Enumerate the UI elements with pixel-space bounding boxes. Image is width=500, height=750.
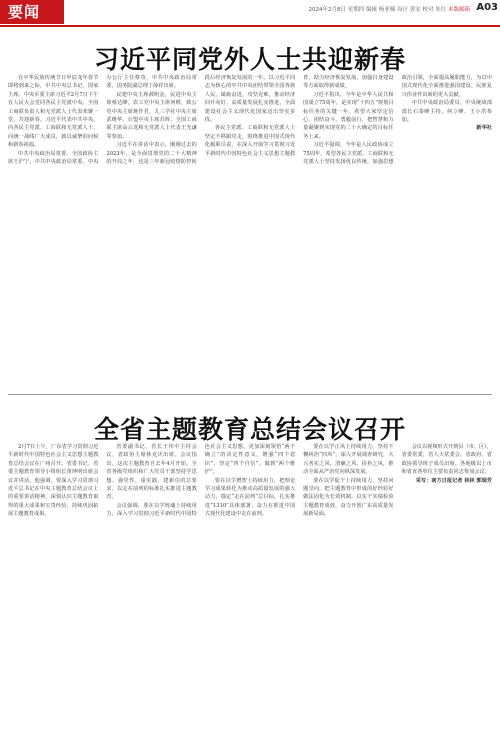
- article1-body: [8, 74, 492, 384]
- article-paragraph: 会议以视频形式开到县（市、区），省委常委，省人大常委会、省政府、省政协领导班子成员出席。各地级以上市和省直各单位主要负责同志参加会议。: [401, 444, 492, 476]
- article-divider: [8, 394, 492, 395]
- article2-body: [8, 443, 492, 743]
- article-paragraph: 会议强调，要在以学铸魂上持续用力，深入学习贯彻习近平新时代中国特色社会主义思想，更加深刻领悟“两个确立”的决定性意义，增强“四个意识”、坚定“四个自信”、做到“两个维护”。: [106, 444, 296, 518]
- article-paragraph: 习近平强调，今年是人民政协成立75周年。希望各民主党派、工商联和无党派人士坚持发扬优良传统，加强思想政治引领，全面提高履职能力，为以中国式现代化全面推进强国建设、民族复兴伟业作出新的更大贡献。: [303, 75, 492, 166]
- header-rule: [0, 25, 500, 27]
- issue-date: 2024年2月8日 星期四: [308, 7, 365, 13]
- article-byline: 新华社: [476, 125, 492, 132]
- article2-headline: 全省主题教育总结会议召开: [93, 415, 406, 444]
- article-paragraph: 要在以学增智上持续用力，把理论学习成果转化为推动高质量发展的强大动力，锚定“走在前列”总目标，扎实推进“1310”具体部署，奋力在推进中国式现代化建设中走在前列。: [204, 477, 296, 518]
- article-paragraph: 省委副书记、省长王伟中主持会议，省政协主席林克庆出席。会议指出，这次主题教育自去年4月开始，全省各级党组织和广大党员干部坚持学思想、强党性、重实践、建新功的总要求，以走在前列的标准扎实推进主题教育。: [106, 444, 197, 501]
- article-paragraph: 中共中央政治局委员、中央统战部部长石泰峰主持。何立峰、王小洪参加。: [401, 100, 492, 124]
- article-paragraph: 2月7日上午，广东省学习贯彻习近平新时代中国特色社会主义思想主题教育总结会议在广州召开。省委书记、省委主题教育领导小组组长黄坤明出席会议并讲话，他强调，要深入学习贯彻习近平总书记在中央主题教育总结会议上的重要讲话精神，深刻认识主题教育取得的重大成果和宝贵经验，持续巩固拓展主题教育成果。: [8, 444, 99, 518]
- editor-credits: 编辑 杨亚楠 设计 黄安 校对 朱红: [365, 7, 447, 13]
- page-number: A03: [476, 2, 498, 13]
- article-paragraph: 中共中央政治局常委、全国政协主席王沪宁，中共中央政治局常委、中央办公厅主任蔡奇，中共中央政治局常委、国务院副总理丁薛祥出席。: [8, 75, 197, 166]
- article-paragraph: 民建中央主席郝明金，民进中央主席蔡达峰，农工党中央主席何维，致公党中央主席蒋作君，九三学社中央主席武维华，台盟中央主席苏辉，全国工商联主席高云龙和无党派人士代表王光谦等参加。: [106, 91, 197, 140]
- article1-headline: 习近平同党外人士共迎新春: [93, 45, 406, 74]
- page-masthead: [0, 0, 500, 26]
- article-paragraph: 要在以学正风上持续用力，坚持不懈纠治“四风”，深入开展调查研究，大兴务实之风、清廉之风、俭朴之风，推动全面从严治党向纵深发展。: [303, 444, 394, 476]
- issue-info: [308, 5, 470, 13]
- article-paragraph: 习近平在讲话中表示，刚刚过去的2023年，是全面贯彻党的二十大精神的开局之年，也是三年新冠疫情防控转段后经济恢复发展的一年。以习近平同志为核心的中共中央团结带领全国各族人民，砥砺奋进，攻坚克难，推动经济回升向好、高质量发展扎实推进，全面建设社会主义现代化国家迈出坚实步伐。: [106, 75, 296, 166]
- article-paragraph: 要在以学促干上持续用力，坚持问题导向，把主题教育中形成的好经验好做法固化为长效机制，以实干实绩检验主题教育成效，奋力开创广东高质量发展新局面。: [303, 477, 394, 518]
- article-paragraph: 各民主党派、工商联和无党派人士坚定不移跟党走，围绕推进中国式现代化履职尽责，在深入开展学习贯彻习近平新时代中国特色社会主义思想主题教育、助力经济恢复发展、加强自身建设等方面取得新成绩。: [204, 75, 394, 157]
- article-byline: 采写：南方日报记者 林林 郭瑞芳: [415, 477, 492, 484]
- section-label: 要闻: [0, 0, 64, 24]
- article-paragraph: 习近平指出，今年是中华人民共和国成立75周年，是实现“十四五”规划目标任务的关键一年。希望大家坚定信心、团结奋斗、勇毅前行，把智慧和力量凝聚到实现党的二十大确定的目标任务上来。: [303, 91, 394, 140]
- article-paragraph: 在中华民族传统节日甲辰龙年春节即将到来之际，中共中央总书记、国家主席、中央军委主席习近平2月7日下午在人民大会堂同各民主党派中央、全国工商联负责人和无党派人士代表欢聚一堂，共迎新春。习近平代表中共中央，向各民主党派、工商联和无党派人士，向统一战线广大成员，致以诚挚的问候和新春祝福。: [8, 75, 99, 149]
- accent-label: 本版邮箱: [447, 7, 470, 13]
